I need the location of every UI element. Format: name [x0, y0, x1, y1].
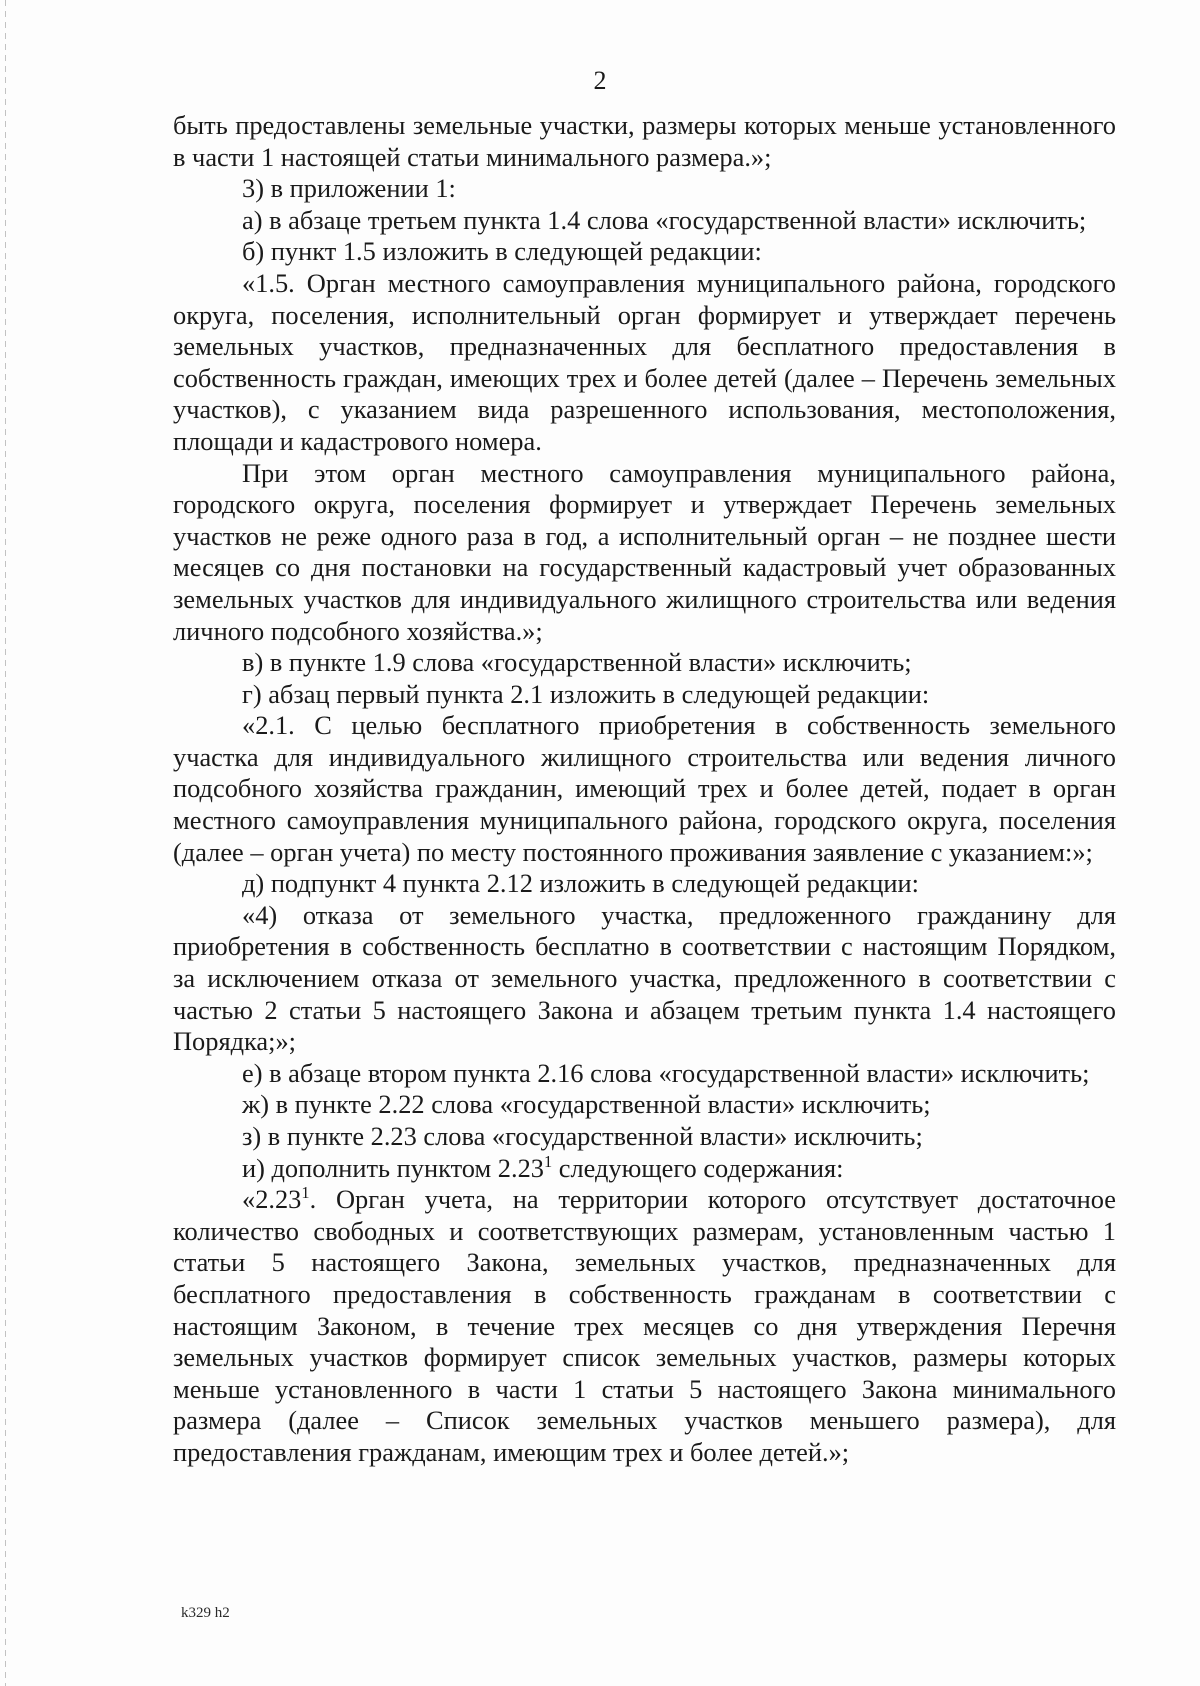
- paragraph: ж) в пункте 2.22 слова «государственной власти» исключить;: [242, 1089, 931, 1120]
- paragraph: г) абзац первый пункта 2.1 изложить в следующей редакции:: [242, 678, 930, 709]
- paragraph: [173, 1184, 1116, 1468]
- paragraph-text: . Орган учета, на территории которого отсутствует достаточное количество свободных и соответствующих размерам, установленным частью 1 статьи 5 настоящего Закона, земельных участков, предназначенных для бесплатного предоставления в собственность гражданам в соответствии с настоящим Законом, в течение трех месяцев со дня утверждения Перечня земельных участков формирует список земельных участков, размеры которых меньше установленного в части 1 статьи 5 настоящего Закона минимального размера (далее – Список земельных участков меньшего размера), для предоставления гражданам, имеющим трех и более детей.»;: [173, 1184, 1116, 1467]
- paragraph: а) в абзаце третьем пункта 1.4 слова «государственной власти» исключить;: [242, 204, 1087, 235]
- scan-edge-line: [5, 0, 6, 1686]
- document-code: k329 h2: [181, 1605, 230, 1621]
- paragraph: 3) в приложении 1:: [242, 173, 456, 204]
- paragraph: в) в пункте 1.9 слова «государственной власти» исключить;: [242, 647, 912, 678]
- paragraph: «4) отказа от земельного участка, предложенного гражданину для приобретения в собственность бесплатно в соответствии с настоящим Порядком, за исключением отказа от земельного участка, предложенного в соответствии с частью 2 статьи 5 настоящего Закона и абзацем третьим пункта 1.4 настоящего Порядка;»;: [173, 899, 1116, 1057]
- paragraph: При этом орган местного самоуправления муниципального района, городского округа, поселения формирует и утверждает Перечень земельных участков не реже одного раза в год, а исполнительный орган – не позднее шести месяцев со дня постановки на государственный кадастровый учет образованных земельных участков для индивидуального жилищного строительства или ведения личного подсобного хозяйства.»;: [173, 457, 1116, 646]
- paragraph: быть предоставлены земельные участки, размеры которых меньше установленного в части 1 настоящей статьи минимального размера.»;: [173, 110, 1116, 172]
- paragraph-text: следующего содержания:: [552, 1152, 844, 1183]
- document-body: [173, 110, 1116, 1469]
- paragraph-text: и) дополнить пунктом 2.23: [242, 1152, 544, 1183]
- superscript: 1: [543, 1151, 553, 1171]
- paragraph: з) в пункте 2.23 слова «государственной власти» исключить;: [242, 1121, 923, 1151]
- page-number: 2: [593, 66, 607, 95]
- paragraph: д) подпункт 4 пункта 2.12 изложить в следующей редакции:: [242, 868, 919, 899]
- paragraph: е) в абзаце втором пункта 2.16 слова «государственной власти» исключить;: [242, 1057, 1090, 1088]
- paragraph-text: «2.23: [242, 1184, 302, 1215]
- paragraph: «2.1. С целью бесплатного приобретения в собственность земельного участка для индивидуального жилищного строительства или ведения личного подсобного хозяйства гражданин, имеющий трех и более детей, подает в орган местного самоуправления муниципального района, городского округа, поселения (далее – орган учета) по месту постоянного проживания заявление с указанием:»;: [173, 710, 1116, 867]
- superscript: 1: [301, 1183, 310, 1203]
- paragraph: [173, 1153, 1116, 1185]
- paragraph: «1.5. Орган местного самоуправления муниципального района, городского округа, поселения, исполнительный орган формирует и утверждает перечень земельных участков, предназначенных для бесплатного предоставления в собственность граждан, имеющих трех и более детей (далее – Перечень земельных участков), с указанием вида разрешенного использования, местоположения, площади и кадастрового номера.: [173, 267, 1116, 456]
- paragraph: б) пункт 1.5 изложить в следующей редакции:: [242, 236, 762, 267]
